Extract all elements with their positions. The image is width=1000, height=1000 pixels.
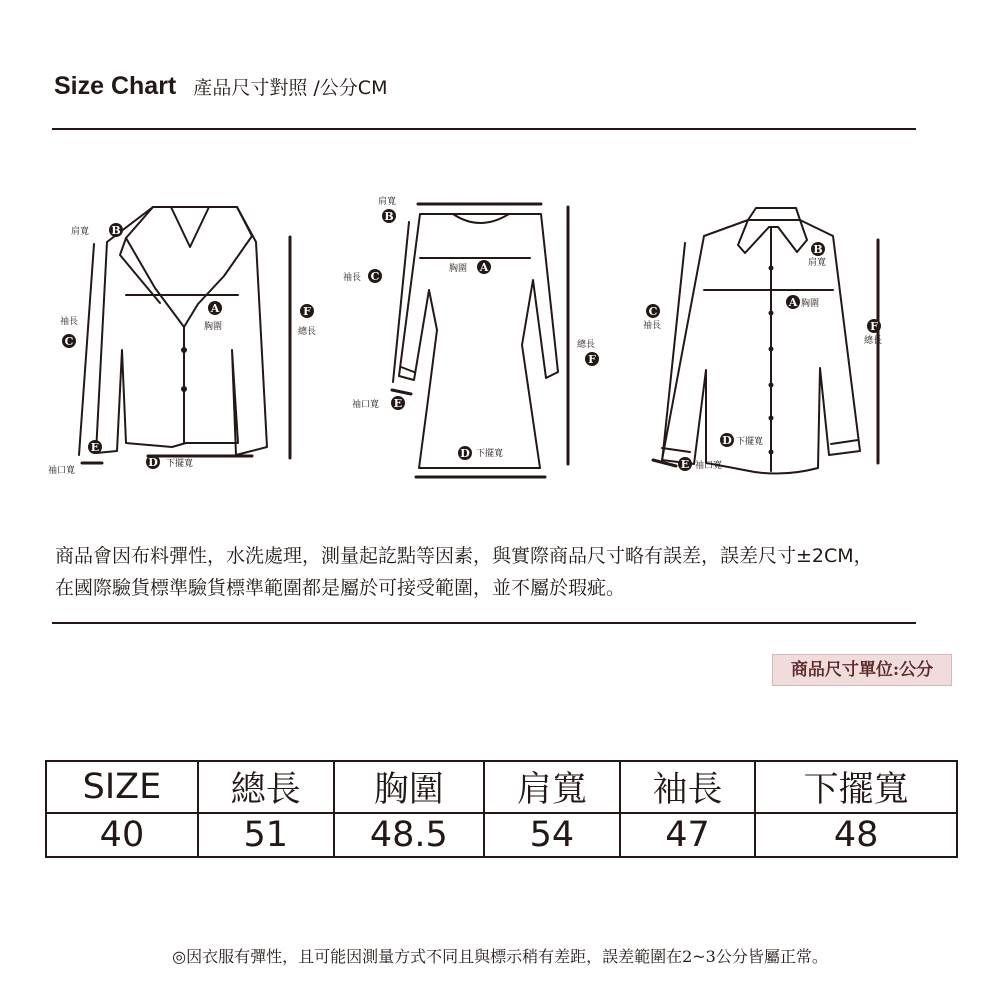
svg-text:D: D	[722, 434, 732, 447]
badge-f-shirt	[867, 319, 881, 333]
cell-sleeve: 47	[620, 813, 756, 857]
size-table-header-row	[46, 761, 957, 813]
svg-text:A: A	[210, 302, 220, 315]
jacket-shoulder-label: 肩寬	[71, 227, 90, 237]
badge-c-jacket	[62, 334, 76, 348]
svg-text:A: A	[479, 261, 489, 274]
jacket-cuff-label: 袖口寬	[48, 466, 76, 476]
badge-b-jacket	[109, 223, 123, 237]
size-table	[45, 760, 958, 858]
shirt-sleeve-label: 袖長	[643, 321, 662, 331]
badge-d-dress	[458, 446, 472, 460]
footnote: ◎因衣服有彈性，且可能因測量方式不同且與標示稍有差距，誤差範圍在2~3公分皆屬正常。	[172, 947, 828, 966]
cell-shoulder: 54	[484, 813, 620, 857]
svg-text:D: D	[460, 447, 470, 460]
badge-e-dress	[391, 396, 405, 410]
cell-chest: 48.5	[334, 813, 485, 857]
badge-b-shirt	[811, 242, 825, 256]
badge-a-jacket	[208, 301, 222, 315]
svg-text:F: F	[870, 320, 878, 333]
svg-text:C: C	[64, 335, 74, 348]
dress-diagram	[392, 204, 568, 477]
header-shoulder: 肩寬	[484, 761, 620, 813]
shirt-shoulder-label: 肩寬	[808, 258, 827, 268]
jacket-chest-label: 胸圍	[204, 322, 223, 332]
svg-text:B: B	[384, 210, 394, 223]
badge-a-dress	[477, 260, 491, 274]
dress-cuff-label: 袖口寬	[352, 400, 380, 410]
svg-text:E: E	[90, 441, 100, 454]
dress-length-label: 總長	[577, 340, 596, 350]
svg-text:F: F	[588, 353, 596, 366]
jacket-sleeve-label: 袖長	[60, 317, 79, 327]
badge-c-dress	[368, 269, 382, 283]
title-english: Size Chart	[54, 72, 177, 100]
dress-chest-label: 胸圍	[449, 264, 468, 274]
badge-d-jacket	[146, 455, 160, 469]
cell-hem: 48	[755, 813, 957, 857]
shirt-chest-label: 胸圍	[801, 299, 820, 309]
dress-hem-label: 下擺寬	[476, 449, 504, 459]
header-hem: 下擺寬	[755, 761, 957, 813]
badge-e-jacket	[88, 440, 102, 454]
jacket-hem-label: 下擺寬	[166, 459, 194, 469]
cell-length: 51	[198, 813, 334, 857]
middle-divider	[52, 622, 916, 624]
svg-text:B: B	[111, 224, 121, 237]
header-size: SIZE	[46, 761, 198, 813]
shirt-cuff-label: 袖口寬	[695, 461, 723, 471]
dress-shoulder-label: 肩寬	[378, 197, 397, 207]
badge-f-dress	[585, 352, 599, 366]
svg-text:A: A	[788, 296, 798, 309]
note-line-2: 在國際驗貨標準驗貨標準範圍都是屬於可接受範圍，並不屬於瑕疵。	[55, 577, 626, 599]
shirt-diagram	[653, 208, 878, 474]
header-sleeve: 袖長	[620, 761, 756, 813]
badge-d-shirt	[720, 433, 734, 447]
badge-b-dress	[382, 209, 396, 223]
shirt-length-label: 總長	[864, 336, 883, 346]
shirt-hem-label: 下擺寬	[736, 437, 764, 447]
svg-text:C: C	[370, 270, 380, 283]
svg-text:F: F	[303, 305, 311, 318]
header-chest: 胸圍	[334, 761, 485, 813]
badge-a-shirt	[786, 295, 800, 309]
jacket-length-label: 總長	[298, 327, 317, 337]
badge-c-shirt	[646, 304, 660, 318]
table-row	[46, 813, 957, 857]
unit-badge: 商品尺寸單位:公分	[772, 654, 952, 686]
measurement-note	[55, 540, 873, 604]
jacket-diagram	[79, 207, 290, 463]
cell-size: 40	[46, 813, 198, 857]
note-line-1: 商品會因布料彈性，水洗處理，測量起訖點等因素，與實際商品尺寸略有誤差，誤差尺寸±2CM，	[55, 545, 873, 567]
svg-text:E: E	[680, 458, 690, 471]
badge-f-jacket	[300, 304, 314, 318]
header-length: 總長	[198, 761, 334, 813]
svg-text:E: E	[393, 397, 403, 410]
title-chinese: 產品尺寸對照 /公分CM	[193, 77, 388, 99]
dress-sleeve-label: 袖長	[343, 273, 362, 283]
svg-text:B: B	[813, 243, 823, 256]
svg-text:D: D	[148, 456, 158, 469]
badge-e-shirt	[678, 457, 692, 471]
svg-text:C: C	[648, 305, 658, 318]
